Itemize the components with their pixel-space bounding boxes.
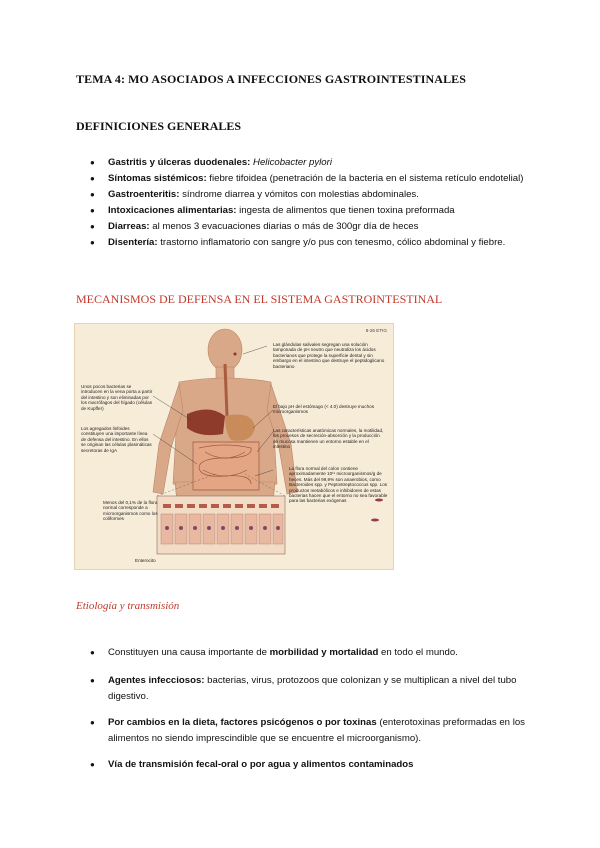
label-lymphoid-aggregates: Los agregados linfoides constituyen una importante línea de defensa del intestino. En ellos se originan las células plasmáticas secretoras de IgA [81, 426, 152, 453]
definition-item: ● Gastritis y úlceras duodenales: Helicobacter pylori [90, 155, 570, 171]
definition-item: ● Gastroenteritis: síndrome diarrea y vómitos con molestias abdominales. [90, 187, 570, 203]
definition-item: ● Disentería: trastorno inflamatorio con sangre y/o pus con tenesmo, cólico abdominal y fiebre. [90, 235, 570, 251]
liver [187, 409, 225, 435]
definitions-heading: DEFINICIONES GENERALES [76, 119, 242, 133]
etiology-item: ● Constituyen una causa importante de morbilidad y mortalidad en todo el mundo. [90, 645, 530, 661]
esophagus [225, 364, 227, 416]
label-portal-vein-bacteria: Unos pocos bacterias se introducen en la vena porta a partir del intestino y son eliminadas por los macrófagos del hígado (células de Kupffer) [81, 384, 153, 411]
label-enterocyte: Enterocito [135, 558, 156, 563]
definition-item: ● Intoxicaciones alimentarias: ingesta de alimentos que tienen toxina preformada [90, 203, 570, 219]
etiology-item: ● Por cambios en la dieta, factores psicógenos o por toxinas (enterotoxinas preformadas en los alimentos no siendo imprescindible que se encuentre el microorganismo). [90, 715, 530, 747]
label-colon-flora: La flora normal del colon contiene aproximadamente 10¹¹ microorganismos/g de heces. Más del 99,9% son anaerobios, como Bacteroides spp. y Peptostreptococcus spp. Los productos metabólicos e inhibidores de estas bacterias hacen que el entorno no sea favorable para las bacterias exógenas [289, 466, 388, 504]
intestines [193, 442, 259, 490]
defense-heading: MECANISMOS DE DEFENSA EN EL SISTEMA GASTROINTESTINAL [76, 292, 443, 306]
label-salivary-glands: Las glándulas salivales segregan una solución tamponada de pH neutro que neutraliza los ácidos bacterianos que protege la superficie dental y sin embargo en el intestino que destruye el peptidoglicano bacteriano [273, 342, 385, 369]
etiology-item: ● Vía de transmisión fecal-oral o por agua y alimentos contaminados [90, 757, 530, 773]
label-stomach-ph: El bajo pH del estómago (< 4.0) destruye muchos microorganismos [273, 404, 374, 415]
etiology-heading: Etiología y transmisión [76, 600, 180, 612]
gastrointestinal-defense-figure [74, 323, 394, 570]
label-intestine-features: Las características anatómicas normales, la motilidad, los procesos de secreción-absorción y la producción de mucosa mantienen un entorno estable en el intestino [273, 428, 384, 450]
definitions-list [90, 155, 570, 251]
etiology-list [90, 645, 530, 785]
page-title: TEMA 4: MO ASOCIADOS A INFECCIONES GASTROINTESTINALES [76, 72, 467, 86]
label-normal-flora-fraction: Menos del 0,1% de la flora normal corresponde a microorganismos como los coliformes [103, 500, 158, 522]
figure-number: 8-26 ETIG [365, 328, 387, 333]
etiology-item: ● Agentes infecciosos: bacterias, virus, protozoos que colonizan y se multiplican a nivel del tubo digestivo. [90, 673, 530, 705]
definition-item: ● Síntomas sistémicos: fiebre tifoidea (penetración de la bacteria en el sistema retículo endotelial) [90, 171, 570, 187]
definition-item: ● Diarreas: al menos 3 evacuaciones diarias o más de 300gr día de heces [90, 219, 570, 235]
